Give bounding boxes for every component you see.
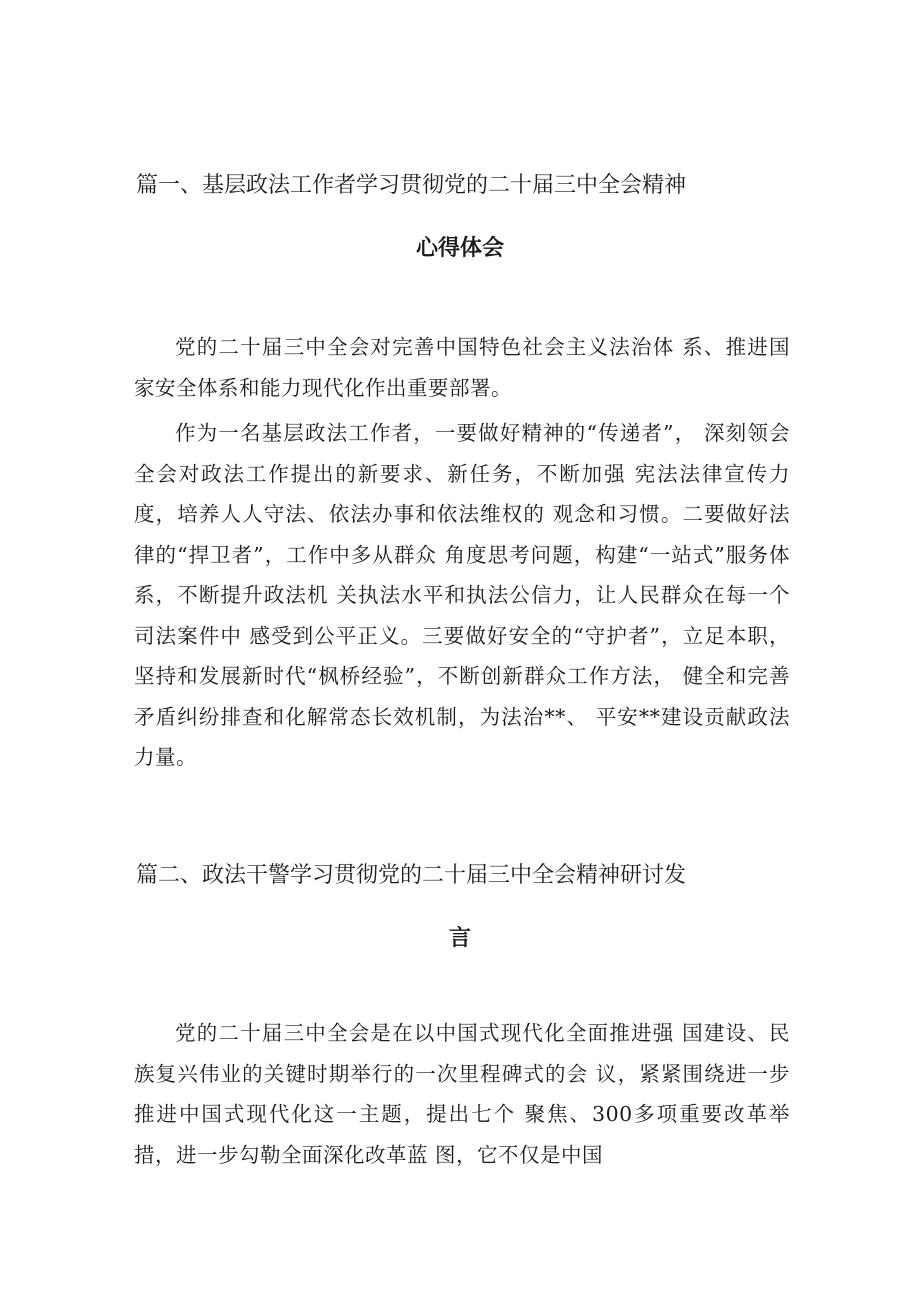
section1-title-line2: 心得体会 (415, 236, 504, 261)
section1-title-line1: 篇一、基层政法工作者学习贯彻党的二十届三中全会精神 (136, 173, 687, 198)
section2-paragraph1: 党的二十届三中全会是在以中国式现代化全面推进强 国建设、民族复兴伟业的关键时期举行的一次里程碑式的会 议，紧紧围绕进一步推进中国式现代化这一主题，提出七个 聚焦、300多项重要改革举措，进一步勾勒全面深化改革蓝 图，它不仅是中国 (134, 1021, 790, 1167)
section1-paragraph1: 党的二十届三中全会对完善中国特色社会主义法治体 系、推进国家安全体系和能力现代化作出重要部署。 (134, 335, 790, 400)
section2-title-line2: 言 (448, 926, 471, 951)
section2-title-line1: 篇二、政法干警学习贯彻党的二十届三中全会精神研讨发 (136, 863, 687, 888)
section1-paragraph2: 作为一名基层政法工作者，一要做好精神的“传递者”， 深刻领会全会对政法工作提出的新要求、新任务，不断加强 宪法法律宣传力度，培养人人守法、依法办事和依法维权的 观念和习惯。二要做好法律的“捍卫者”，工作中多从群众 角度思考问题，构建“一站式”服务体系，不断提升政法机 关执法水平和执法公信力，让人民群众在每一个司法案件中 感受到公平正义。三要做好安全的“守护者”，立足本职， 坚持和发展新时代“枫桥经验”，不断创新群众工作方法， 健全和完善矛盾纠纷排查和化解常态长效机制，为法治**、 平安**建设贡献政法力量。 (134, 421, 790, 769)
